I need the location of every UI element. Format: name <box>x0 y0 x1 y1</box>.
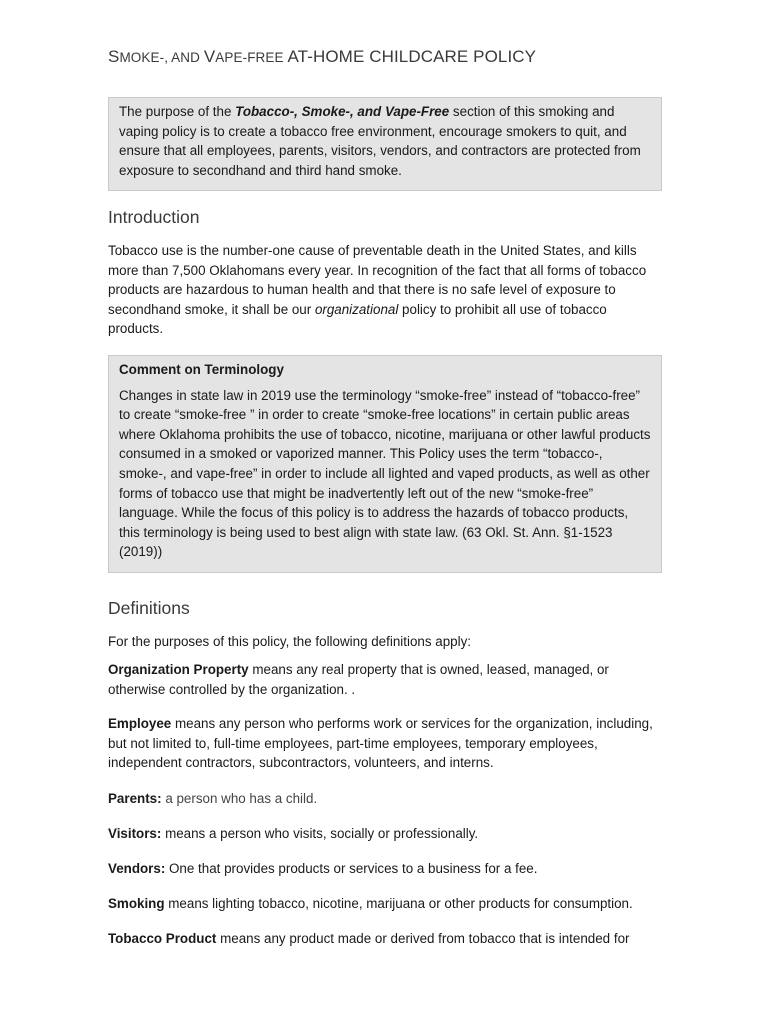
definition-text: means any real property that is owned, leased, managed, or otherwise controlled by the organization. . <box>108 662 609 697</box>
intro-emphasis: organizational <box>314 301 399 317</box>
introduction-heading: Introduction <box>108 207 200 227</box>
definition-term: Visitors: <box>108 826 162 841</box>
definition-text: a person who has a child. <box>161 791 318 806</box>
comment-box <box>108 355 662 573</box>
definition-text: One that provides products or services to a business for a fee. <box>165 861 538 876</box>
title-second-initial: V <box>203 47 216 66</box>
intro-text-after: policy to prohibit all use of tobacco products. <box>108 301 607 337</box>
title-first-initial: S <box>108 47 120 66</box>
definitions-lead: For the purposes of this policy, the following definitions apply: <box>108 634 471 649</box>
definition-item <box>108 824 660 844</box>
document-title <box>108 47 536 67</box>
comment-body: Changes in state law in 2019 use the terminology “smoke-free” instead of “tobacco-free” to create “smoke-free ” in order to create “smoke-free locations” in certain public areas where Oklahoma prohibits the use of tobacco, nicotine, marijuana or other lawful products consumed in a smoked or vaporized manner. This Policy uses the term “tobacco-, smoke-, and vape-free” in order to include all lighted and vaped products, as well as other forms of tobacco use that might be inadvertently left out of the new “smoke-free” language. While the focus of this policy is to address the hazards of tobacco products, this terminology is being used to best align with state law. (63 Okl. St. Ann. §1-1523 (2019)) <box>119 387 651 560</box>
definition-term: Organization Property <box>108 662 249 677</box>
definition-item <box>108 929 660 949</box>
definition-text: means lighting tobacco, nicotine, marijuana or other products for consumption. <box>164 896 633 911</box>
definition-item <box>108 894 660 914</box>
definition-item <box>108 714 660 773</box>
definitions-heading: Definitions <box>108 598 190 618</box>
intro-text-before: Tobacco use is the number-one cause of preventable death in the United States, and kills more than 7,500 Oklahomans every year. In recognition of the fact that all forms of tobacco products are hazardous to human health and that there is no safe level of exposure to secondhand smoke, it shall be our <box>108 243 647 317</box>
definition-item <box>108 859 660 879</box>
purpose-text-after: section of this smoking and vaping policy is to create a tobacco free environment, encourage smokers to quit, and ensure that all employees, parents, visitors, vendors, and contractors are protected from exposure to secondhand and third hand smoke. <box>119 104 641 178</box>
definition-term: Parents: <box>108 791 162 806</box>
introduction-paragraph <box>108 241 660 339</box>
definition-text: means a person who visits, socially or professionally. <box>161 826 479 841</box>
definition-item <box>108 660 660 699</box>
definition-text: means any product made or derived from tobacco that is intended for <box>216 931 630 946</box>
comment-title: Comment on Terminology <box>119 362 284 377</box>
title-first-rest: MOKE-, AND <box>119 50 204 65</box>
definition-term: Vendors: <box>108 861 166 876</box>
definition-text: means any person who performs work or services for the organization, including, but not limited to, full-time employees, part-time employees, temporary employees, independent contractors, subcontractors, volunteers, and interns. <box>108 716 653 771</box>
definition-term: Tobacco Product <box>108 931 217 946</box>
purpose-text-before: The purpose of the <box>119 104 236 119</box>
definition-term: Smoking <box>108 896 165 911</box>
purpose-box <box>108 97 662 191</box>
title-remainder: AT-HOME CHILDCARE POLICY <box>283 47 537 66</box>
definition-term: Employee <box>108 716 172 731</box>
definition-item <box>108 789 660 809</box>
title-second-rest: APE-FREE <box>215 50 284 65</box>
purpose-emphasis: Tobacco-, Smoke-, and Vape-Free <box>235 104 450 119</box>
